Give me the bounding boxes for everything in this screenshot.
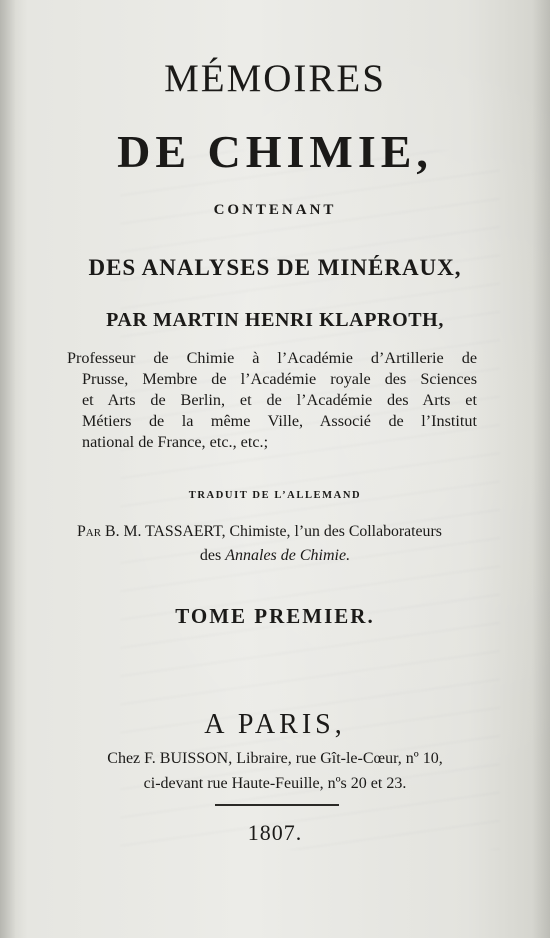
publication-place: A PARIS,: [204, 709, 346, 740]
publication-year: 1807.: [247, 820, 303, 845]
page-edge-shadow-left: [0, 0, 16, 938]
publisher-line-1: Chez F. BUISSON, Libraire, rue Gît-le-Cœur, nº 10,: [107, 750, 443, 767]
separator-rule: [215, 804, 339, 806]
translator-line: [77, 523, 477, 541]
title-line-memoires: MÉMOIRES: [164, 57, 386, 100]
translator-name-role: B. M. TASSAERT, Chimiste, l’un des Collaborateurs: [101, 523, 442, 540]
translated-from-german-label: TRADUIT DE L’ALLEMAND: [188, 490, 362, 501]
annales-journal-title: Annales de Chimie.: [225, 547, 351, 564]
author-description-line-3: et Arts de Berlin, et de l’Académie des Arts et: [82, 391, 477, 409]
volume-title: TOME PREMIER.: [175, 604, 375, 628]
author-line: PAR MARTIN HENRI KLAPROTH,: [106, 309, 444, 331]
author-description: [67, 348, 477, 453]
author-description-line-2: Prusse, Membre de l’Académie royale des Sciences: [82, 370, 477, 388]
subtitle-contenant: CONTENANT: [213, 202, 337, 218]
translator-prefix: Par: [77, 523, 102, 540]
annales-line: [0, 547, 550, 565]
subtitle-analyses: DES ANALYSES DE MINÉRAUX,: [88, 255, 462, 280]
author-description-line-5: national de France, etc., etc.;: [82, 433, 269, 451]
author-description-line-4: Métiers de la même Ville, Associé de l’Institut: [82, 412, 477, 430]
publisher-line-2: ci-devant rue Haute-Feuille, nºs 20 et 23.: [143, 775, 407, 792]
page-edge-shadow-right: [532, 0, 550, 938]
author-description-line-1: Professeur de Chimie à l’Académie d’Artillerie de: [67, 349, 477, 367]
annales-prefix: des: [199, 547, 226, 564]
title-line-de-chimie: DE CHIMIE,: [117, 126, 433, 177]
